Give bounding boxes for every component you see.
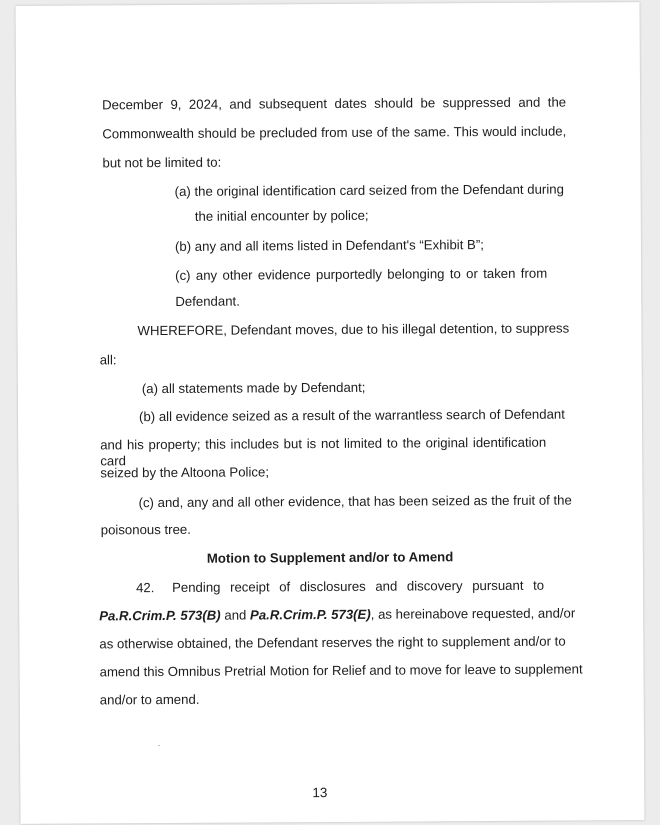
paragraph-line: amend this Omnibus Pretrial Motion for Relief and to move for leave to supplement — [99, 661, 583, 680]
wherefore-line: all: — [99, 352, 117, 368]
suppress-item-b-continued: and his property; this includes but is not limited to the original identification card — [100, 434, 547, 469]
suppress-item-c-continued: poisonous tree. — [100, 521, 191, 538]
section-heading: Motion to Supplement and/or to Amend — [206, 549, 454, 566]
paragraph-line: Pa.R.Crim.P. 573(B) and Pa.R.Crim.P. 573(E), as hereinabove requested, and/or — [99, 605, 576, 624]
suppress-item-a: (a) all statements made by Defendant; — [141, 379, 366, 397]
list-item-c-continued: Defendant. — [175, 293, 240, 309]
suppress-item-b: (b) all evidence seized as a result of the warrantless search of Defendant — [138, 406, 565, 425]
list-item-a: (a) the original identification card seized from the Defendant during — [174, 181, 564, 199]
suppress-item-c: (c) and, any and all other evidence, that has been seized as the fruit of the — [138, 492, 572, 511]
paragraph-line: but not be limited to: — [102, 154, 222, 171]
suppress-item-b-continued: seized by the Altoona Police; — [100, 464, 270, 481]
wherefore-line: WHEREFORE, Defendant moves, due to his illegal detention, to suppress — [137, 320, 570, 339]
paragraph-line: Pending receipt of disclosures and discovery pursuant to — [172, 577, 545, 595]
paragraph-line: and/or to amend. — [99, 691, 200, 708]
list-item-b: (b) any and all items listed in Defendant's “Exhibit B”; — [174, 237, 484, 254]
rule-citation: Pa.R.Crim.P. 573(E) — [249, 606, 371, 623]
list-item-a-continued: the initial encounter by police; — [194, 207, 369, 224]
paragraph-number: 42. — [136, 580, 155, 596]
paragraph-line: as otherwise obtained, the Defendant reserves the right to supplement and/or to — [99, 633, 566, 652]
paragraph-line: Commonwealth should be precluded from use of the same. This would include, — [102, 123, 567, 142]
page-number: 13 — [312, 785, 328, 801]
paragraph-line: December 9, 2024, and subsequent dates should be suppressed and the — [102, 94, 567, 113]
list-item-c: (c) any other evidence purportedly belonging to or taken from — [175, 265, 548, 283]
stray-mark — [158, 745, 160, 746]
rule-citation: Pa.R.Crim.P. 573(B) — [99, 607, 221, 624]
document-page — [16, 2, 645, 824]
